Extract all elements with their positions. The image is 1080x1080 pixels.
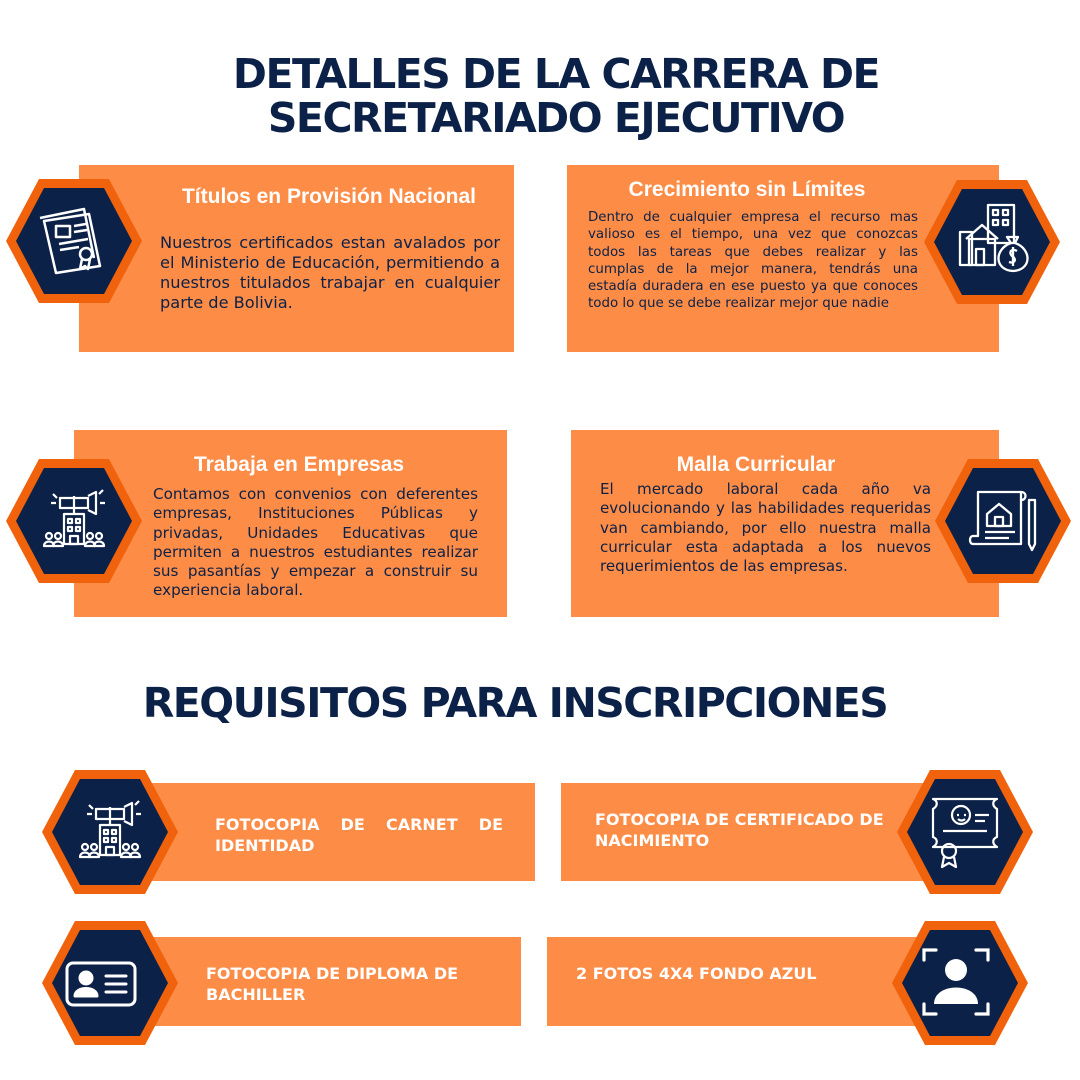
- page-title: [16, 52, 1080, 140]
- feature-hexagon: [922, 177, 1062, 307]
- feature-card-titulos: [79, 165, 514, 352]
- requirement-hexagon: [895, 767, 1035, 897]
- requirement-hexagon: [40, 918, 180, 1048]
- feature-hexagon: [933, 456, 1073, 586]
- requirements-title: REQUISITOS PARA INSCRIPCIONES: [142, 679, 888, 727]
- feature-hexagon: [4, 456, 144, 586]
- feature-title: Crecimiento sin Límites: [628, 178, 866, 201]
- feature-title: Títulos en Provisión Nacional: [181, 185, 477, 208]
- requirement-hexagon: [40, 767, 180, 897]
- feature-text: Dentro de cualquier empresa el recurso mas valioso es el tiempo, una vez que conozcas todos las tareas que debes realizar y las cumplas de la mejor manera, tendrás una estadía duradera en ese puesto ya que conoces todo lo que se debe realizar mejor que nadie: [588, 210, 918, 312]
- requirement-text: 2 FOTOS 4X4 FONDO AZUL: [576, 964, 817, 983]
- feature-title: Malla Curricular: [676, 453, 836, 476]
- feature-text: El mercado laboral cada año va evolucionando y las habilidades requeridas van cambiando, por ello nuestra malla curricular esta adaptada a los nuevos requerimientos de las empresas.: [600, 480, 931, 576]
- requirement-hexagon: [890, 918, 1030, 1048]
- requirement-text: FOTOCOPIA DE CERTIFICADO DE NACIMIENTO: [595, 810, 884, 850]
- feature-hexagon: [4, 176, 144, 306]
- title-line-1: DETALLES DE LA CARRERA DE: [232, 50, 880, 98]
- feature-title: Trabaja en Empresas: [193, 453, 405, 476]
- requirement-text: FOTOCOPIA DE DIPLOMA DE BACHILLER: [206, 964, 459, 1004]
- feature-text: Nuestros certificados estan avalados por el Ministerio de Educación, permitiendo a nuestros titulados trabajar en cualquier parte de Bolivia.: [160, 233, 500, 312]
- requirement-text: FOTOCOPIA DE CARNET DE IDENTIDAD: [215, 815, 503, 855]
- feature-text: Contamos con convenios con deferentes empresas, Instituciones Públicas y privadas, Unidades Educativas que permiten a nuestros estudiantes realizar sus pasantías y empezar a construir su experiencia laboral.: [153, 485, 478, 600]
- title-line-2: SECRETARIADO EJECUTIVO: [267, 94, 845, 142]
